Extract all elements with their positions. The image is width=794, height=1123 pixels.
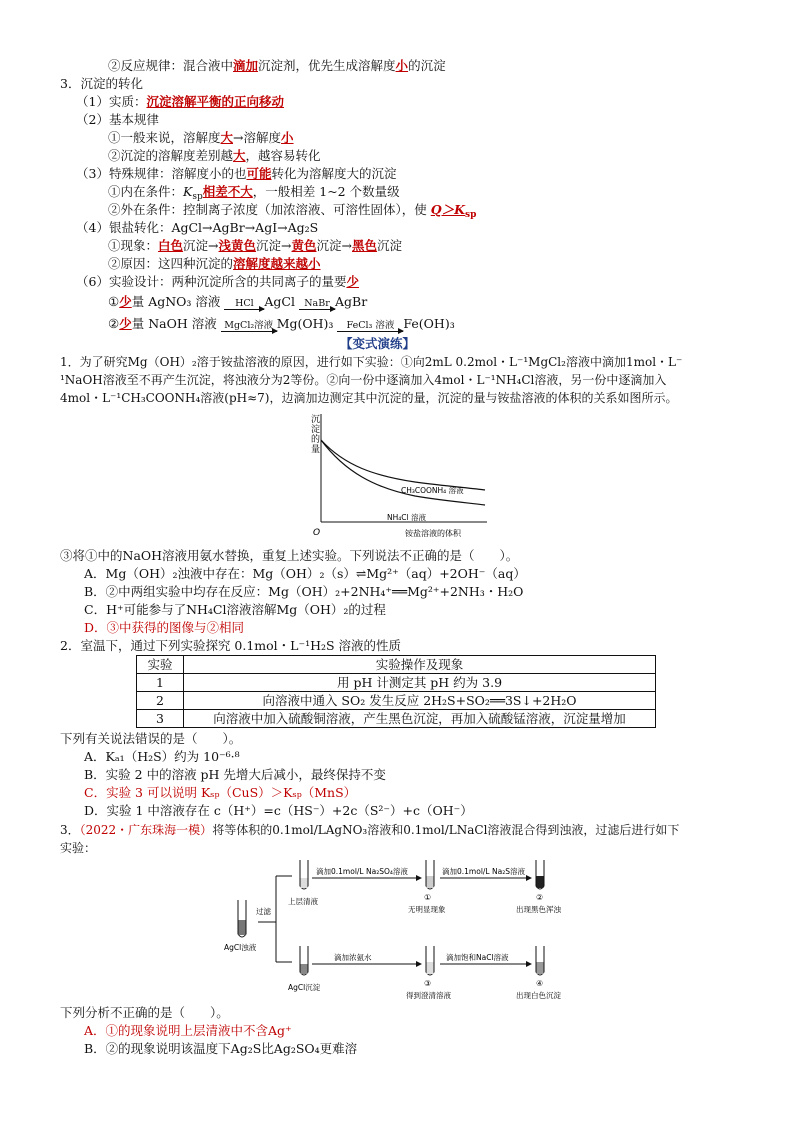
- q2-stem: 2．室温下，通过下列实验探究 0.1mol・L⁻¹H₂S 溶液的性质: [60, 638, 402, 653]
- text: 沉淀→: [256, 238, 292, 253]
- answer: 白色: [158, 238, 184, 253]
- table-row: [137, 674, 656, 692]
- reaction-arrow: [299, 299, 335, 310]
- y-label: [311, 414, 320, 455]
- reaction-arrow: [221, 321, 277, 332]
- heading-conversion: 3．沉淀的转化: [60, 76, 143, 91]
- q3-option-b: B．②的现象说明该温度下Ag₂S比Ag₂SO₄更难溶: [84, 1041, 358, 1056]
- q2-option-d: D．实验 1 中溶液存在 c（H⁺）=c（HS⁻）+2c（S²⁻）+c（OH⁻）: [84, 803, 473, 818]
- table-cell: 3: [137, 710, 184, 728]
- phenomenon-line: [108, 238, 402, 254]
- rule-line: [108, 148, 321, 164]
- table-cell: 2: [137, 692, 184, 710]
- answer: sp: [465, 210, 477, 220]
- q1-stem: ¹NaOH溶液至不再产生沉淀，将浊液分为2等份。②向一份中逐滴加入4mol・L⁻¹NH₄Cl溶液，另一份中逐滴加入: [60, 373, 667, 387]
- text: K: [183, 184, 193, 199]
- y-label-char: 量: [311, 445, 321, 455]
- answer: Q＞K: [430, 202, 465, 217]
- step-label: 无明显现象: [408, 905, 446, 914]
- step-number: ③: [424, 979, 432, 988]
- step-label: 出现黑色浑浊: [516, 905, 561, 914]
- step-label: AgCl沉淀: [288, 983, 321, 992]
- text: 量 AgNO₃ 溶液: [131, 294, 221, 309]
- arrow-label: 滴加0.1mol/L Na₂S溶液: [442, 867, 525, 876]
- q2-option-c: C．实验 3 可以说明 Kₛₚ（CuS）＞Kₛₚ（MnS）: [84, 785, 357, 800]
- text: AgBr: [334, 294, 368, 309]
- reason-line: [108, 256, 321, 272]
- text: ①一般来说，溶解度: [108, 130, 221, 145]
- essence-line: [76, 94, 284, 110]
- text: ，一般相差 1~2 个数量级: [252, 184, 400, 199]
- text: ①现象：: [108, 238, 159, 253]
- q2-option-a: A．Kₐ₁（H₂S）约为 10⁻⁶·⁸: [84, 749, 240, 764]
- q1-stem: 4mol・L⁻¹CH₃COONH₄溶液(pH≈7)，边滴加边测定其中沉淀的量，沉淀的量与铵盐溶液的体积的关系如图所示。: [60, 391, 678, 405]
- table-cell: 向溶液中加入硫酸铜溶液，产生黑色沉淀，再加入硫酸锰溶液，沉淀量增加: [184, 710, 656, 728]
- table-header-cell: 实验: [137, 656, 184, 674]
- answer: 黑色: [352, 238, 378, 253]
- q2-option-b: B．实验 2 中的溶液 pH 先增大后减小，最终保持不变: [84, 767, 386, 782]
- text: 转化为溶解度大的沉淀: [271, 166, 397, 181]
- table-header: [137, 656, 656, 674]
- answer: 滴加: [233, 58, 259, 73]
- text: ①内在条件：: [108, 184, 184, 199]
- step-label: 出现白色沉淀: [516, 991, 561, 1000]
- q2-ask: 下列有关说法错误的是（ ）。: [60, 731, 242, 746]
- answer: 相差不大: [202, 184, 253, 199]
- q1-option-b: B．②中两组实验中均存在反应：Mg（OH）₂+2NH₄⁺══Mg²⁺+2NH₃・H₂O: [84, 584, 524, 599]
- special-rule-line: [76, 166, 397, 182]
- filter-label: 过滤: [256, 907, 271, 916]
- step-number: ④: [536, 979, 544, 988]
- x-label: 铵盐溶液的体积: [405, 529, 461, 538]
- curve-label: NH₄Cl 溶液: [387, 513, 426, 522]
- text: ②外在条件：控制离子浓度（加浓溶液、可溶性固体），使: [108, 202, 431, 217]
- answer: 小: [281, 130, 294, 145]
- table-cell: 1: [137, 674, 184, 692]
- text: ②沉淀的溶解度差别越: [108, 148, 234, 163]
- table-row: [137, 692, 656, 710]
- text: AgCl: [264, 294, 295, 309]
- answer: 黄色: [291, 238, 317, 253]
- q1-option-d: D．③中获得的图像与②相同: [84, 620, 245, 635]
- text: Mg(OH)₃: [276, 316, 334, 331]
- rule-line: [108, 130, 294, 146]
- text: ①: [108, 294, 120, 309]
- answer: 可能: [246, 166, 272, 181]
- arrow-label: NaBr: [304, 298, 330, 309]
- q1-option-c: C．H⁺可能参与了NH₄Cl溶液溶解Mg（OH）₂的过程: [84, 602, 386, 617]
- text: （1）实质：: [76, 94, 147, 109]
- text: （6）实验设计：两种沉淀所含的共同离子的量要: [76, 274, 347, 289]
- q3-stem: 实验：: [60, 841, 97, 855]
- experiment-table: [136, 655, 656, 728]
- q1-stem: ③将①中的NaOH溶液用氨水替换，重复上述实验。下列说法不正确的是（ ）。: [60, 548, 519, 563]
- arrow-label: FeCl₃ 溶液: [346, 320, 395, 331]
- text: →溶解度: [233, 130, 282, 145]
- reaction-line: [108, 316, 455, 332]
- curve-label: CH₃COONH₄ 溶液: [401, 486, 464, 495]
- answer: 沉淀溶解平衡的正向移动: [146, 94, 284, 109]
- answer: 大: [233, 148, 246, 163]
- step-label: 得到澄清溶液: [406, 991, 451, 1000]
- reaction-arrow: [224, 299, 264, 310]
- answer: 少: [346, 274, 359, 289]
- step-number: ②: [536, 893, 544, 902]
- start-label: AgCl浊液: [224, 943, 257, 952]
- text: 将等体积的0.1mol/LAgNO₃溶液和0.1mol/LNaCl溶液混合得到浊液，过滤后进行如下: [212, 823, 680, 837]
- text: （3）特殊规律：溶解度小的也: [76, 166, 247, 181]
- arrow-label: 滴加0.1mol/L Na₂SO₄溶液: [316, 867, 408, 876]
- arrow-label: MgCl₂溶液: [224, 320, 274, 331]
- table-cell: 向溶液中通入 SO₂ 发生反应 2H₂S+SO₂══3S↓+2H₂O: [184, 692, 656, 710]
- text: Fe(OH)₃: [403, 316, 455, 331]
- arrow-label: 滴加饱和NaCl溶液: [446, 953, 509, 962]
- arrow-label: HCl: [235, 298, 254, 309]
- table-header-cell: 实验操作及现象: [184, 656, 656, 674]
- text: ②反应规律：混合液中: [108, 58, 234, 73]
- table-cell: 用 pH 计测定其 pH 约为 3.9: [184, 674, 656, 692]
- step-label: 上层清液: [288, 897, 318, 906]
- answer: 浅黄色: [218, 238, 257, 253]
- answer: 溶解度越来越小: [233, 256, 321, 271]
- text: sp: [192, 192, 203, 202]
- q3-stem: [60, 822, 679, 838]
- y-label-char: 沉: [311, 415, 321, 425]
- answer: 少: [119, 316, 132, 331]
- text: ②原因：这四种沉淀的: [108, 256, 234, 271]
- arrow-label: 滴加浓氨水: [334, 953, 372, 962]
- answer: 小: [395, 58, 409, 73]
- text: 沉淀→: [183, 238, 219, 253]
- text: 沉淀: [377, 238, 403, 253]
- q3-option-a: A．①的现象说明上层清液中不含Ag⁺: [84, 1023, 292, 1038]
- y-label-char: 淀: [311, 425, 321, 435]
- q1-stem: 1．为了研究Mg（OH）₂溶于铵盐溶液的原因，进行如下实验：①向2mL 0.2mol・L⁻¹MgCl₂溶液中滴加1mol・L⁻: [60, 355, 683, 369]
- reaction-arrow: [337, 321, 403, 332]
- answer: 少: [119, 294, 132, 309]
- basic-rule-heading: （2）基本规律: [76, 112, 159, 127]
- design-line: [76, 274, 359, 290]
- y-label-char: 的: [311, 435, 321, 445]
- answer: 大: [220, 130, 234, 145]
- text: ②: [108, 316, 120, 331]
- precipitate-graph: [305, 410, 495, 540]
- text: 沉淀剂，优先生成溶解度: [258, 58, 396, 73]
- text: 沉淀→: [316, 238, 353, 253]
- nh4cl-curve: [321, 440, 485, 505]
- step-number: ①: [424, 893, 432, 902]
- rule-line: [108, 58, 446, 74]
- text: 3．: [60, 823, 80, 837]
- experiment-flow-diagram: [220, 858, 580, 1004]
- silver-salt-line: （4）银盐转化：AgCl→AgBr→AgI→Ag₂S: [76, 220, 319, 235]
- q1-option-a: A．Mg（OH）₂浊液中存在：Mg（OH）₂（s）⇌Mg²⁺（aq）+2OH⁻（aq）: [84, 566, 526, 581]
- reaction-line: [108, 294, 367, 310]
- text: 的沉淀: [408, 58, 446, 73]
- section-heading: 【变式演练】: [340, 336, 416, 351]
- table-row: [137, 710, 656, 728]
- text: 量 NaOH 溶液: [131, 316, 217, 331]
- text: ，越容易转化: [245, 148, 321, 163]
- origin-label: O: [313, 528, 321, 538]
- source-tag: （2022・广东珠海一模）: [79, 823, 213, 837]
- q3-ask: 下列分析不正确的是（ ）。: [60, 1005, 229, 1020]
